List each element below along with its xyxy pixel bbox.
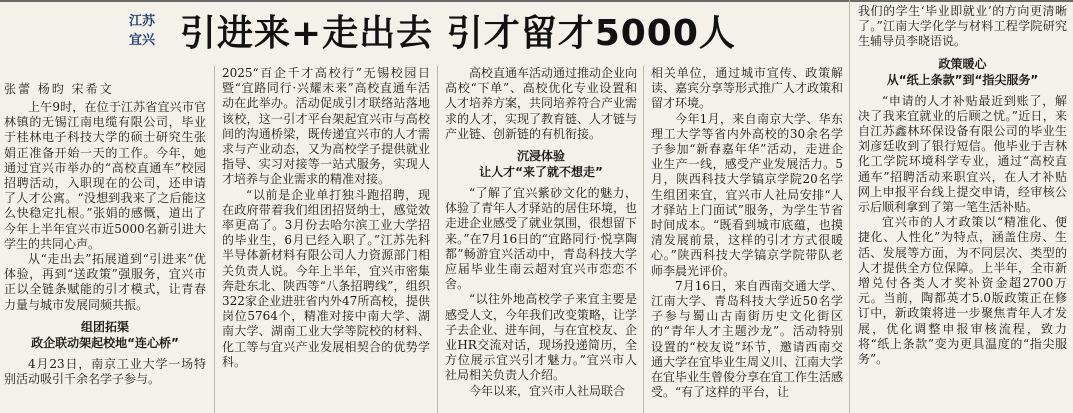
article-column-3 — [445, 66, 637, 413]
subheading-line: 政企联动架起校地“连心桥” — [31, 335, 179, 350]
body-paragraph: 宜兴市的人才政策以“精准化、便捷化、人性化”为特点，涵盖住房、生活、发展等方面，为不同层次、类型的人才提供全方位保障。上半年，全市新增兑付各类人才奖补资金超2700万元。当前，陶都英才5.0版政策正在修订中，新政策将进一步聚焦青年人才发展，优化调整申报审核流程，致力将“纸上条款”变为更具温度的“指尖服务”。 — [858, 215, 1067, 367]
body-paragraph: 上午9时，在位于江苏省宜兴市官林镇的无锡江南电缆有限公司，毕业于桂林电子科技大学的硕士研究生张娟正准备开始一天的工作。今年，她通过宜兴市举办的“高校直通车”校园招聘活动，入职现在的公司，还申请了人才公寓。“没想到我来了之后能这么快稳定扎根。”张娟的感慨，道出了今年上半年宜兴市近5000名新引进大学生的共同心声。 — [4, 100, 206, 251]
body-paragraph: 今年以来，宜兴市人社局联合 — [469, 383, 626, 398]
column-divider — [849, 0, 850, 413]
body-paragraph: 高校直通车活动通过推动企业向高校“下单”、高校优化专业设置和人才培养方案，共同培养符合产业需求的人才，实现了教育链、人才链与产业链、创新链的有机衔接。 — [445, 66, 637, 141]
body-paragraph: “申请的人才补贴最近到账了，解决了我来宜就业的后顾之忧。”近日，来自江苏鑫林环保设备有限公司的毕业生刘彦廷收到了银行短信。他毕业于吉林化工学院环境科学专业，通过“高校直通车”招聘活动来职宜兴，在人才补贴网上申报平台线上提交申请，经审核公示后顺利拿到了第一笔生活补贴。 — [858, 93, 1067, 215]
subheading — [4, 319, 206, 351]
column-divider — [437, 66, 438, 413]
subheading — [858, 56, 1067, 88]
column-divider — [643, 66, 644, 413]
column-divider — [214, 66, 215, 413]
body-paragraph: “以前是企业单打独斗跑招聘，现在政府带着我们组团招贤纳士，感觉效率更高了。3月份去哈尔滨工业大学招的毕业生，6月已经入职了。”江苏先科半导体新材料有限公司人力资源部门相关负责人说。今年上半年，宜兴市密集奔赴东北、陕西等“八条招聘线”，组织322家企业进驻省内外47所高校，提供岗位5764个，精准对接中南大学、湖南大学、湖南工业大学等院校的材料、化工等与宜兴产业发展相契合的优势学科。 — [222, 187, 430, 369]
body-paragraph: 我们的学生‘毕业即就业’的方向更清晰了。”江南大学化学与材料工程学院研究生辅导员李晓语说。 — [858, 4, 1067, 49]
kicker-province: 江苏 — [128, 14, 155, 29]
article-column-1 — [4, 100, 206, 413]
subheading-line: 政策暖心 — [938, 56, 987, 71]
body-paragraph: 今年1月，来自南京大学、华东理工大学等省内外高校的30余名学子参加“新春嘉年华”活动，走进企业生产一线，感受产业发展活力。5月，陕西科技大学镐京学院20名学生组团来宜，宜兴市人社局安排“人才驿站上门面试”服务，为学生节省时间成本。“既看到城市底蕴，也摸清发展前景，这样的引才方式很暖心。”陕西科技大学镐京学院带队老师李晨光评价。 — [651, 111, 843, 278]
article-column-2 — [222, 66, 430, 413]
body-paragraph: 4月23日，南京工业大学一场特别活动吸引千余名学子参与。 — [4, 356, 206, 387]
location-kicker — [120, 12, 164, 50]
body-paragraph: 7月16日，来自西南交通大学、江南大学、青岛科技大学近50名学子参与蜀山古南街历史文化街区的“青年人才主题沙龙”。活动特别设置的“校友说”环节，邀请西南交通大学在宜毕业生周义川、江南大学在宜毕业生曾俊分享在宜工作生活感受。“有了这样的平台，让 — [651, 278, 843, 400]
subheading — [445, 148, 637, 180]
subheading-line: 从“纸上条款”到“指尖服务” — [886, 72, 1039, 87]
subheading-line: 组团拓渠 — [80, 319, 129, 334]
top-rule — [0, 0, 1073, 2]
article-byline: 张蕾 杨昀 宋希文 — [4, 82, 114, 96]
kicker-city: 宜兴 — [128, 33, 155, 48]
body-paragraph: 2025“百企千才高校行”无锡校园日暨“宜路同行·兴耀未来”高校直通车活动在此举办。活动促成引才联络站落地该校，这一引才平台架起宜兴市与高校间的沟通桥梁，既传递宜兴市的人才需求与产业动态，又为高校学子提供就业指导、实习对接等一站式服务，实现人才培养与企业需求的精准对接。 — [222, 66, 430, 187]
article-column-5 — [858, 4, 1067, 413]
article-headline: 引进来+走出去 引才留才5000人 — [180, 13, 736, 54]
article-column-4 — [651, 66, 843, 413]
body-paragraph: “了解了宜兴紫砂文化的魅力，体验了青年人才驿站的居住环境，也走进企业感受了就业氛围，很想留下来。”在7月16日的“宜路同行·悦享陶都”畅游宜兴活动中，青岛科技大学应届毕业生南云超对宜兴市恋恋不舍。 — [445, 186, 637, 292]
body-paragraph: 从“走出去”拓展道到“引进来”优体验，再到“送政策”强服务，宜兴市正以全链条赋能的引才模式，让青春力量与城市发展同频共振。 — [4, 252, 206, 312]
body-paragraph: 相关单位，通过城市宣传、政策解读、嘉宾分享等形式推广人才政策和留才环境。 — [651, 66, 843, 111]
subheading-line: 让人才“来了就不想走” — [479, 165, 603, 180]
subheading-line: 沉浸体验 — [516, 149, 565, 164]
body-paragraph: “以往外地高校学子来宜主要是感受人文，今年我们改变策略，让学子去企业、进车间，与在宜校友、企业HR交流对话，现场投递简历，全方位展示宜兴引才魅力。”宜兴市人社局相关负责人介绍。 — [445, 292, 637, 383]
